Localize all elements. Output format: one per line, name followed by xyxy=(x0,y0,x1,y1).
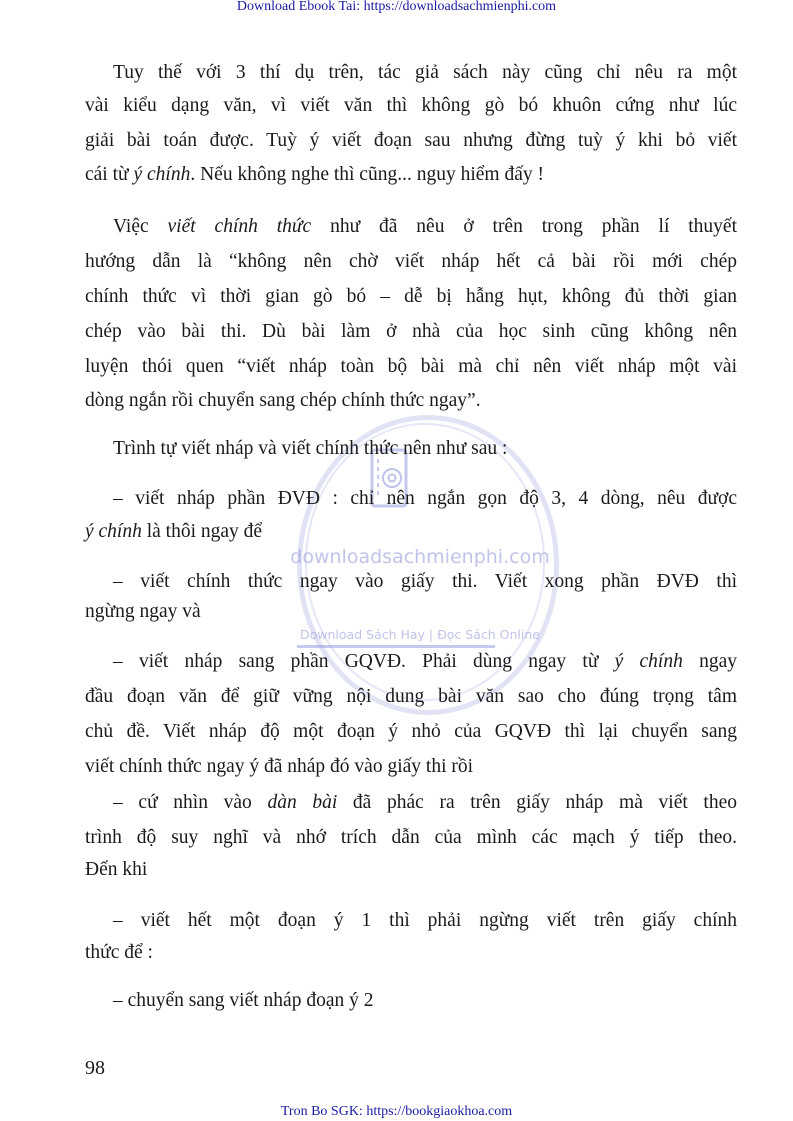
text-line xyxy=(85,320,737,344)
text-line xyxy=(113,791,737,815)
text-segment: đã phác ra trên giấy nháp mà viết theo xyxy=(337,792,737,813)
text-segment: ngay xyxy=(682,651,737,672)
text-line xyxy=(85,355,737,379)
text-line xyxy=(85,129,737,153)
text-segment: . Nếu không nghe thì cũng... nguy hiểm đấy ! xyxy=(190,164,544,185)
text-segment: ngừng ngay và xyxy=(85,601,201,622)
text-line xyxy=(85,755,473,779)
text-segment: – viết hết một đoạn ý 1 thì phải ngừng viết trên giấy chính xyxy=(113,910,737,931)
text-segment: chủ đề. Viết nháp độ một đoạn ý nhỏ của GQVĐ thì lại chuyển sang xyxy=(85,721,737,742)
italic-term: ý chính xyxy=(133,164,191,185)
text-segment: là thôi ngay để xyxy=(141,521,263,542)
text-segment: hướng dẫn là “không nên chờ viết nháp hết cả bài rồi mới chép xyxy=(85,251,737,272)
text-segment: Đến khi xyxy=(85,859,148,880)
text-segment: chính thức vì thời gian gò bó – dễ bị hẫng hụt, không đủ thời gian xyxy=(85,286,737,307)
text-segment: Tuy thế với 3 thí dụ trên, tác giả sách này cũng chỉ nêu ra một xyxy=(113,62,737,83)
text-segment: – viết nháp sang phần GQVĐ. Phải dùng ngay từ xyxy=(113,651,615,672)
text-line xyxy=(85,250,737,274)
text-line xyxy=(85,858,147,882)
text-segment: viết chính thức ngay ý đã nháp đó vào giấy thi rồi xyxy=(85,756,474,777)
watermark-bar xyxy=(297,645,495,648)
text-line xyxy=(85,941,153,965)
text-line xyxy=(85,600,201,624)
text-segment: Việc xyxy=(113,216,168,237)
header-link[interactable]: Download Ebook Tai: https://downloadsachmienphi.com xyxy=(236,0,557,14)
text-segment: – chuyển sang viết nháp đoạn ý 2 xyxy=(113,990,374,1011)
text-line xyxy=(113,570,737,594)
text-line xyxy=(85,285,737,309)
italic-term: dàn bài xyxy=(267,792,338,813)
text-segment: chép vào bài thi. Dù bài làm ở nhà của học sinh cũng không nên xyxy=(85,321,737,342)
text-segment: luyện thói quen “viết nháp toàn bộ bài mà chỉ nên viết nháp một vài xyxy=(85,356,737,377)
text-segment: trình độ suy nghĩ và nhớ trích dẫn của mình các mạch ý tiếp theo. xyxy=(85,827,737,848)
text-segment: – viết chính thức ngay vào giấy thi. Viết xong phần ĐVĐ thì xyxy=(113,571,737,592)
italic-term: ý chính xyxy=(85,521,142,542)
text-segment: như đã nêu ở trên trong phần lí thuyết xyxy=(311,216,737,237)
text-segment: vài kiểu dạng văn, vì viết văn thì không gò bó khuôn cứng như lúc xyxy=(85,95,737,116)
text-segment: Trình tự viết nháp và viết chính thức nên như sau : xyxy=(113,438,508,459)
text-segment: cái từ xyxy=(85,164,134,185)
watermark-tagline: Download Sách Hay | Đọc Sách Online xyxy=(300,627,540,642)
text-line xyxy=(85,826,737,850)
text-line xyxy=(113,61,737,85)
text-line xyxy=(85,389,481,413)
text-segment: – viết nháp phần ĐVĐ : chỉ nên ngắn gọn độ 3, 4 dòng, nêu được xyxy=(113,488,737,509)
text-segment: – cứ nhìn vào xyxy=(113,792,268,813)
watermark-site: downloadsachmienphi.com xyxy=(290,546,550,568)
text-line xyxy=(113,650,737,674)
text-segment: giải bài toán được. Tuỳ ý viết đoạn sau nhưng đừng tuỳ ý khi bỏ viết xyxy=(85,130,737,151)
footer-link[interactable]: Tron Bo SGK: https://bookgiaokhoa.com xyxy=(280,1104,513,1119)
text-line xyxy=(85,94,737,118)
text-line xyxy=(85,720,737,744)
italic-term: ý chính xyxy=(614,651,683,672)
text-line xyxy=(113,437,507,461)
text-line xyxy=(113,989,373,1013)
text-line xyxy=(85,685,737,709)
text-line xyxy=(113,487,737,511)
page-number: 98 xyxy=(85,1057,105,1079)
text-line xyxy=(113,909,737,933)
italic-term: viết chính thức xyxy=(167,216,312,237)
text-segment: dòng ngắn rồi chuyển sang chép chính thức ngay”. xyxy=(85,390,481,411)
text-segment: đầu đoạn văn để giữ vững nội dung bài văn sao cho đúng trọng tâm xyxy=(85,686,737,707)
text-line xyxy=(85,163,544,187)
text-segment: thức để : xyxy=(85,942,153,963)
text-line xyxy=(113,215,737,239)
text-line xyxy=(85,520,262,544)
